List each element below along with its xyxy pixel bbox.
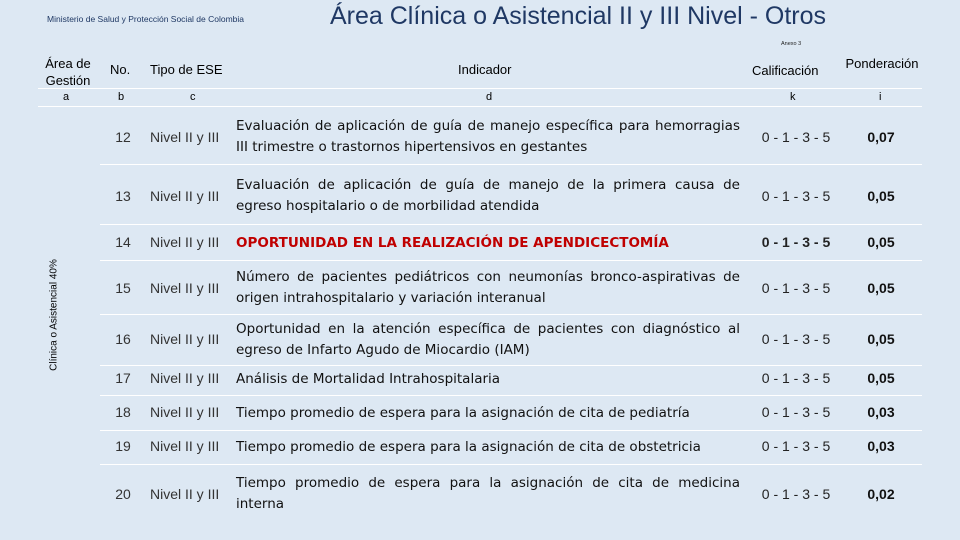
annex-label: Anexo 3 bbox=[781, 41, 802, 47]
row-ponderacion: 0,05 bbox=[867, 331, 895, 347]
row-divider bbox=[100, 365, 922, 366]
row-tipo: Nivel II y III bbox=[150, 331, 220, 347]
row-indicador: Evaluación de aplicación de guía de manejo específica para hemorragias III trimestre o trastornos hipertensivos en gestantes bbox=[236, 118, 740, 155]
row-calificacion: 0 - 1 - 3 - 5 bbox=[761, 280, 831, 296]
row-calificacion: 0 - 1 - 3 - 5 bbox=[761, 404, 831, 420]
row-ponderacion: 0,05 bbox=[867, 280, 895, 296]
row-ponderacion: 0,02 bbox=[867, 486, 895, 502]
row-calificacion: 0 - 1 - 3 - 5 bbox=[761, 331, 831, 347]
row-tipo: Nivel II y III bbox=[150, 370, 220, 386]
letter-d: d bbox=[486, 91, 493, 103]
row-divider bbox=[100, 430, 922, 431]
header-rule bbox=[38, 88, 922, 89]
row-number: 12 bbox=[115, 129, 131, 145]
row-divider bbox=[100, 314, 922, 315]
row-indicador: Tiempo promedio de espera para la asignación de cita de medicina interna bbox=[236, 475, 740, 512]
row-calificacion: 0 - 1 - 3 - 5 bbox=[761, 438, 831, 454]
row-indicador: Análisis de Mortalidad Intrahospitalaria bbox=[236, 371, 501, 387]
row-ponderacion: 0,05 bbox=[867, 234, 895, 250]
row-tipo: Nivel II y III bbox=[150, 129, 220, 145]
row-ponderacion: 0,07 bbox=[867, 129, 895, 145]
header-calificacion: Calificación bbox=[752, 63, 819, 78]
row-calificacion: 0 - 1 - 3 - 5 bbox=[761, 234, 831, 250]
row-number: 15 bbox=[115, 280, 131, 296]
row-tipo: Nivel II y III bbox=[150, 188, 220, 204]
row-calificacion: 0 - 1 - 3 - 5 bbox=[761, 129, 831, 145]
row-divider bbox=[100, 464, 922, 465]
row-number: 13 bbox=[115, 188, 131, 204]
row-number: 16 bbox=[115, 331, 131, 347]
row-divider bbox=[100, 260, 922, 261]
row-calificacion: 0 - 1 - 3 - 5 bbox=[761, 370, 831, 386]
header-area: Área de Gestión bbox=[45, 56, 91, 88]
letter-rule bbox=[38, 106, 922, 107]
row-divider bbox=[100, 164, 922, 165]
header-ponderacion: Ponderación bbox=[845, 56, 919, 71]
row-tipo: Nivel II y III bbox=[150, 234, 220, 250]
row-number: 19 bbox=[115, 438, 131, 454]
page-title: Área Clínica o Asistencial II y III Nivel - Otros bbox=[330, 2, 826, 30]
row-number: 14 bbox=[115, 234, 131, 250]
area-label: Clínica o Asistencial 40% bbox=[48, 259, 60, 371]
row-indicador: Número de pacientes pediátricos con neumonías bronco-aspirativas de origen intrahospitalario y variación interanual bbox=[236, 269, 740, 306]
letter-a: a bbox=[63, 91, 70, 103]
row-divider bbox=[100, 224, 922, 225]
row-number: 17 bbox=[115, 370, 131, 386]
row-tipo: Nivel II y III bbox=[150, 280, 220, 296]
row-ponderacion: 0,03 bbox=[867, 404, 895, 420]
row-number: 18 bbox=[115, 404, 131, 420]
letter-i: i bbox=[879, 91, 882, 103]
row-ponderacion: 0,05 bbox=[867, 370, 895, 386]
row-ponderacion: 0,05 bbox=[867, 188, 895, 204]
ministry-label: Ministerio de Salud y Protección Social de Colombia bbox=[47, 14, 245, 24]
letter-c: c bbox=[190, 91, 196, 103]
header-no: No. bbox=[110, 62, 131, 77]
row-indicador: Oportunidad en la atención específica de pacientes con diagnóstico al egreso de Infarto Agudo de Miocardio (IAM) bbox=[236, 321, 740, 358]
row-calificacion: 0 - 1 - 3 - 5 bbox=[761, 486, 831, 502]
row-number: 20 bbox=[115, 486, 131, 502]
row-divider bbox=[100, 395, 922, 396]
row-tipo: Nivel II y III bbox=[150, 438, 220, 454]
row-tipo: Nivel II y III bbox=[150, 486, 220, 502]
row-indicador: Evaluación de aplicación de guía de manejo de la primera causa de egreso hospitalario o de morbilidad atendida bbox=[236, 177, 740, 214]
row-ponderacion: 0,03 bbox=[867, 438, 895, 454]
row-indicador: OPORTUNIDAD EN LA REALIZACIÓN DE APENDICECTOMÍA bbox=[236, 235, 669, 251]
row-calificacion: 0 - 1 - 3 - 5 bbox=[761, 188, 831, 204]
letter-b: b bbox=[118, 91, 125, 103]
letter-k: k bbox=[790, 91, 796, 103]
row-indicador: Tiempo promedio de espera para la asignación de cita de obstetricia bbox=[236, 439, 701, 455]
row-tipo: Nivel II y III bbox=[150, 404, 220, 420]
header-indicador: Indicador bbox=[458, 62, 512, 77]
header-tipo: Tipo de ESE bbox=[150, 62, 223, 77]
row-indicador: Tiempo promedio de espera para la asignación de cita de pediatría bbox=[236, 405, 690, 421]
